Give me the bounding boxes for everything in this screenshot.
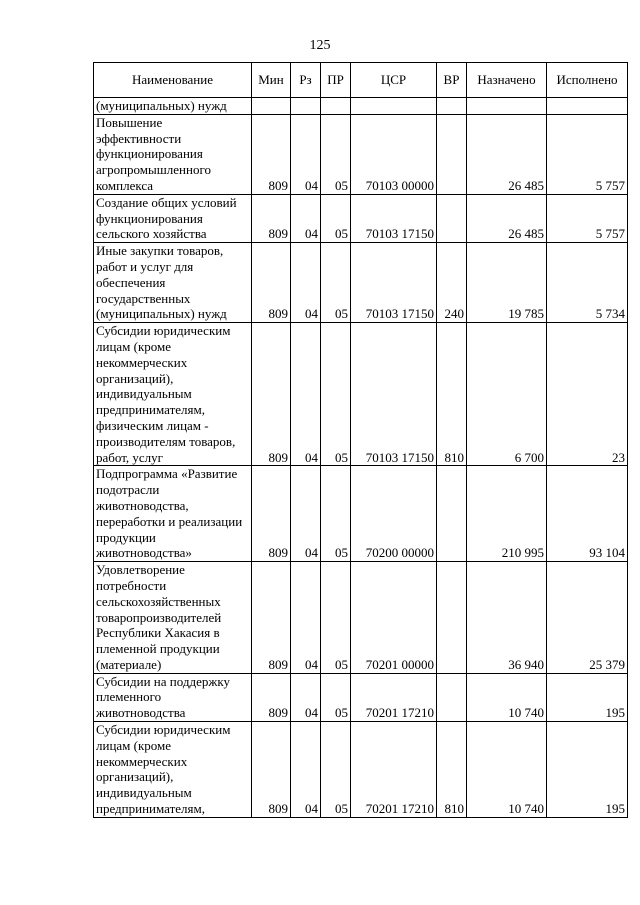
row-vr: [437, 194, 467, 242]
row-min: 809: [252, 466, 291, 562]
header-pr: ПР: [321, 63, 351, 98]
page-number: 125: [309, 38, 331, 53]
table-body: [94, 98, 628, 818]
header-vr: ВР: [437, 63, 467, 98]
row-name: Иные закупки товаров, работ и услуг для обеспечения государственных (муниципальных) нужд: [94, 243, 252, 323]
row-vr: [437, 673, 467, 721]
row-min: 809: [252, 114, 291, 194]
row-executed: 93 104: [547, 466, 628, 562]
header-assigned: Назначено: [467, 63, 547, 98]
row-csr: 70200 00000: [351, 466, 437, 562]
row-name: Субсидии юридическим лицам (кроме некоммерческих организаций), индивидуальным предпринимателям,: [94, 722, 252, 818]
table-row: [94, 243, 628, 323]
row-vr: 240: [437, 243, 467, 323]
row-pr: 05: [321, 466, 351, 562]
row-min: 809: [252, 323, 291, 466]
row-csr: [351, 98, 437, 115]
row-executed: 195: [547, 673, 628, 721]
row-csr: 70103 00000: [351, 114, 437, 194]
row-min: 809: [252, 562, 291, 674]
row-vr: [437, 114, 467, 194]
row-assigned: 19 785: [467, 243, 547, 323]
row-name: Повышение эффективности функционирования агропромышленного комплекса: [94, 114, 252, 194]
table-row: [94, 722, 628, 818]
table-row: [94, 194, 628, 242]
row-vr: 810: [437, 722, 467, 818]
row-rz: 04: [291, 194, 321, 242]
table-row: [94, 98, 628, 115]
row-csr: 70103 17150: [351, 323, 437, 466]
row-rz: 04: [291, 323, 321, 466]
row-min: [252, 98, 291, 115]
header-csr: ЦСР: [351, 63, 437, 98]
row-assigned: 36 940: [467, 562, 547, 674]
header-min: Мин: [252, 63, 291, 98]
row-name: Подпрограмма «Развитие подотрасли животноводства, переработки и реализации продукции животноводства»: [94, 466, 252, 562]
row-pr: 05: [321, 673, 351, 721]
row-rz: 04: [291, 722, 321, 818]
row-pr: [321, 98, 351, 115]
table-row: [94, 466, 628, 562]
row-name: (муниципальных) нужд: [94, 98, 252, 115]
row-executed: 23: [547, 323, 628, 466]
row-rz: 04: [291, 673, 321, 721]
row-name: Удовлетворение потребности сельскохозяйственных товаропроизводителей Республики Хакасия в племенной продукции (материале): [94, 562, 252, 674]
row-executed: 25 379: [547, 562, 628, 674]
row-executed: 195: [547, 722, 628, 818]
row-assigned: 26 485: [467, 194, 547, 242]
row-vr: [437, 562, 467, 674]
row-csr: 70201 17210: [351, 673, 437, 721]
row-min: 809: [252, 243, 291, 323]
row-assigned: 10 740: [467, 673, 547, 721]
row-name: Создание общих условий функционирования сельского хозяйства: [94, 194, 252, 242]
row-name: Субсидии юридическим лицам (кроме некоммерческих организаций), индивидуальным предпринимателям, физическим лицам - производителям товаров, работ, услуг: [94, 323, 252, 466]
row-executed: 5 757: [547, 194, 628, 242]
row-min: 809: [252, 673, 291, 721]
row-min: 809: [252, 194, 291, 242]
row-rz: 04: [291, 562, 321, 674]
header-name: Наименование: [94, 63, 252, 98]
row-assigned: 210 995: [467, 466, 547, 562]
row-executed: 5 734: [547, 243, 628, 323]
header-rz: Рз: [291, 63, 321, 98]
table-row: [94, 114, 628, 194]
row-pr: 05: [321, 562, 351, 674]
row-vr: [437, 466, 467, 562]
row-assigned: 10 740: [467, 722, 547, 818]
row-vr: [437, 98, 467, 115]
budget-table: [93, 62, 628, 818]
row-pr: 05: [321, 114, 351, 194]
row-rz: 04: [291, 114, 321, 194]
row-rz: 04: [291, 466, 321, 562]
row-pr: 05: [321, 243, 351, 323]
row-name: Субсидии на поддержку племенного животноводства: [94, 673, 252, 721]
row-assigned: 6 700: [467, 323, 547, 466]
row-assigned: 26 485: [467, 114, 547, 194]
row-pr: 05: [321, 323, 351, 466]
table-row: [94, 562, 628, 674]
row-csr: 70201 00000: [351, 562, 437, 674]
row-min: 809: [252, 722, 291, 818]
row-executed: [547, 98, 628, 115]
row-csr: 70103 17150: [351, 194, 437, 242]
row-assigned: [467, 98, 547, 115]
row-pr: 05: [321, 722, 351, 818]
row-executed: 5 757: [547, 114, 628, 194]
row-vr: 810: [437, 323, 467, 466]
row-pr: 05: [321, 194, 351, 242]
row-rz: [291, 98, 321, 115]
row-csr: 70201 17210: [351, 722, 437, 818]
table-row: [94, 673, 628, 721]
row-csr: 70103 17150: [351, 243, 437, 323]
table-row: [94, 323, 628, 466]
header-executed: Исполнено: [547, 63, 628, 98]
table-header-row: [94, 63, 628, 98]
row-rz: 04: [291, 243, 321, 323]
